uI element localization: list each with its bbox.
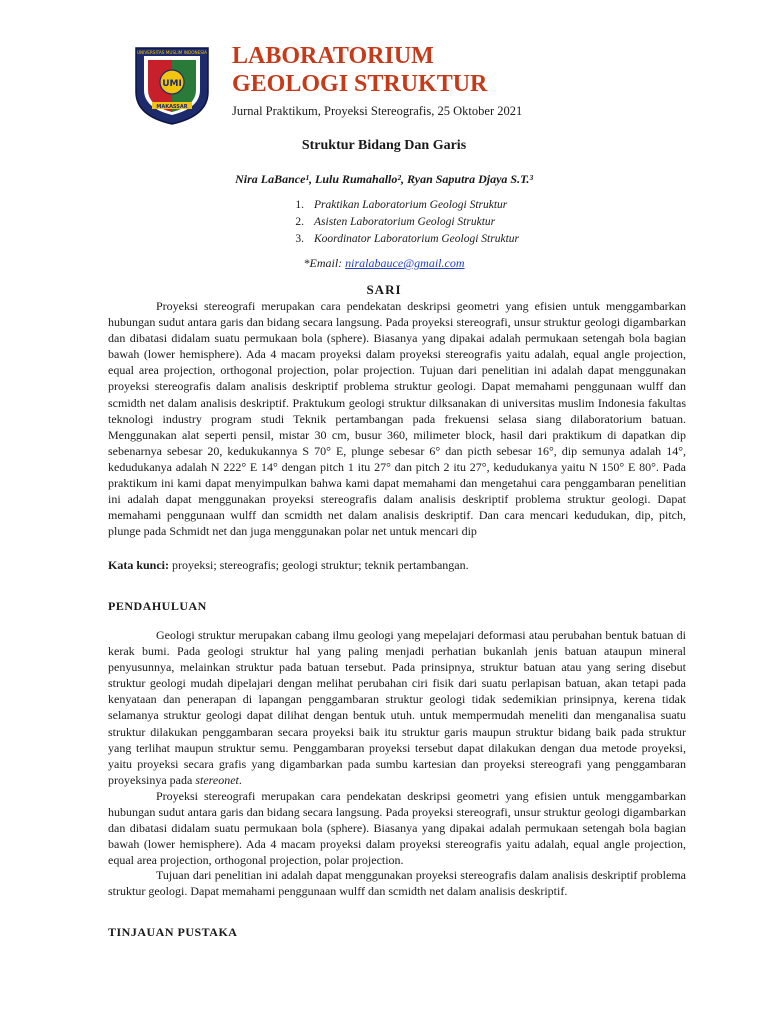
affiliation-item: 1. Praktikan Laboratorium Geologi Struktur <box>295 199 508 211</box>
logo-center-text: UMI <box>162 79 182 89</box>
affiliation-list <box>270 197 519 248</box>
keywords-label: Kata kunci: <box>108 558 170 572</box>
paper-title: Struktur Bidang Dan Garis <box>301 138 467 153</box>
university-logo <box>130 42 214 126</box>
keywords-value: proyeksi; stereografis; geologi struktur; teknik pertambangan. <box>169 558 469 572</box>
email-label: *Email: <box>303 256 346 270</box>
abstract-text: Proyeksi stereografi merupakan cara pendekatan deskripsi geometri yang efisien untuk menggambarkan hubungan sudut antara garis dan bidang secara langsung. Pada proyeksi stereografi, unsur struktur geologi digambarkan dan dibatasi didalam suatu permukaan bola (sphere). Biasanya yang dipakai adalah permukaan setengah bola bagian bawah (lower hemisphere). Ada 4 macam proyeksi dalam proyeksi stereografis yaitu adalah, equal angle projection, equal area projection, orthogonal projection, polar projection. Tujuan dari penelitian ini adalah dapat menggunakan proyeksi stereografis dalam analisis deskriptif problema struktur geologi. Dapat memahami penggunaan wulff dan scmidth net dalam analisis deskriptif. Praktukum geologi struktur dilksanakan di universitas muslim Indonesia fakultas teknologi industry program studi Teknik pertambangan pada frekuensi selasa siang dilaboratorium batuan. Menggunakan alat seperti pensil, mistar 30 cm, busur 360, milimeter block, hasil dari praktikum di dapatkan dip sebenarnya sebesar 20, kedukukannya S 70° E, plunge sebesar 6° dan picth sebesar 16°, dip semunya adalah 14°, kedudukanya adalah N 222° E 14° dengan pitch 1 itu 27° dan pitch 2 itu 27°, kedudukanya yaitu N 150° E 80°. Pada praktikum ini kami dapat menyimpulkan bahwa kami dapat memahami dan mengetahui cara penggambaran penelitian ini adalah dapat menggunakan proyeksi stereografis dalam analisis deskriptif problema struktur geologi. Dapat memahami penggunaan wulff dan scmidth net dalam analisis deskriptif. Dan cara mencari kedudukan, dip, pitch, plunge pada Schmidt net dan juga menggunakan polar net untuk mencari dip <box>108 299 686 539</box>
journal-line: Jurnal Praktikum, Proyeksi Stereografis, 25 Oktober 2021 <box>232 104 523 118</box>
affiliation-item: 2. Asisten Laboratorium Geologi Struktur <box>295 216 496 228</box>
keywords-line <box>108 558 469 573</box>
section-heading-pendahuluan: PENDAHULUAN <box>108 599 207 613</box>
lab-title-line1: LABORATORIUM <box>232 43 434 69</box>
abstract-heading: SARI <box>366 282 402 297</box>
intro-paragraph-1: Geologi struktur merupakan cabang ilmu geologi yang mepelajari deformasi atau perubahan bentuk batuan di kerak bumi. Pada geologi struktur hal yang paling menjadi perhatian bukanlah jenis batuan ataupun mineral penyusunnya, melainkan struktur pada batuan tersebut. Pada prinsipnya, struktur batuan atau yang sering disebut struktur geologi mudah dipelajari dengan melihat perubahan ciri fisik dari suatu perlapisan batuan, akan tetapi pada kenyataan dan penerapan di lapangan penggambaran struktur geologi tidak sedemikian prinsipnya, kerena tidak selamanya struktur geologi dapat dilihat dengan bentuk utuh. untuk mempermudah meneliti dan menganalisa suatu struktur dilakukan penggambaran secara proyeksi baik itu struktur garis maupun struktur bidang baik pada struktur yang terlihat maupun struktur semu. Penggambaran proyeksi tersebut dapat dilakukan dengan dua metode proyeksi, yaitu proyeksi secara grafis yang digambarkan pada sumbu kartesian dan proyeksi stereografi yang penggambaran proyeksinya pada stereonet. <box>108 628 686 787</box>
logo-bottom-text: MAKASSAR <box>156 104 188 110</box>
intro-paragraph-2: Proyeksi stereografi merupakan cara pendekatan deskripsi geometri yang efisien untuk menggambarkan hubungan sudut antara garis dan bidang secara langsung. Pada proyeksi stereografi, unsur struktur geologi digambarkan dan dibatasi didalam suatu permukaan bola (sphere). Biasanya yang dipakai adalah permukaan setengah bola bagian bawah (lower hemisphere). Ada 4 macam proyeksi dalam proyeksi stereografis yaitu adalah, equal angle projection, equal area projection, orthogonal projection, polar projection. <box>108 789 686 868</box>
affiliation-item: 3. Koordinator Laboratorium Geologi Struktur <box>295 233 519 245</box>
email-line <box>0 256 768 271</box>
logo-ring-text: UNIVERSITAS MUSLIM INDONESIA <box>136 50 208 55</box>
lab-title <box>232 42 487 98</box>
section-heading-tinjauan: TINJAUAN PUSTAKA <box>108 925 238 939</box>
intro-paragraph-3: Tujuan dari penelitian ini adalah dapat menggunakan proyeksi stereografis dalam analisis deskriptif problema struktur geologi. Dapat memahami penggunaan wulff dan scmidth net dalam analisis deskriptif. <box>108 868 686 899</box>
lab-title-line2: GEOLOGI STRUKTUR <box>232 71 488 97</box>
author-list: Nira LaBance¹, Lulu Rumahallo², Ryan Saputra Djaya S.T.³ <box>235 172 533 186</box>
email-link[interactable]: niralabauce@gmail.com <box>345 256 465 270</box>
